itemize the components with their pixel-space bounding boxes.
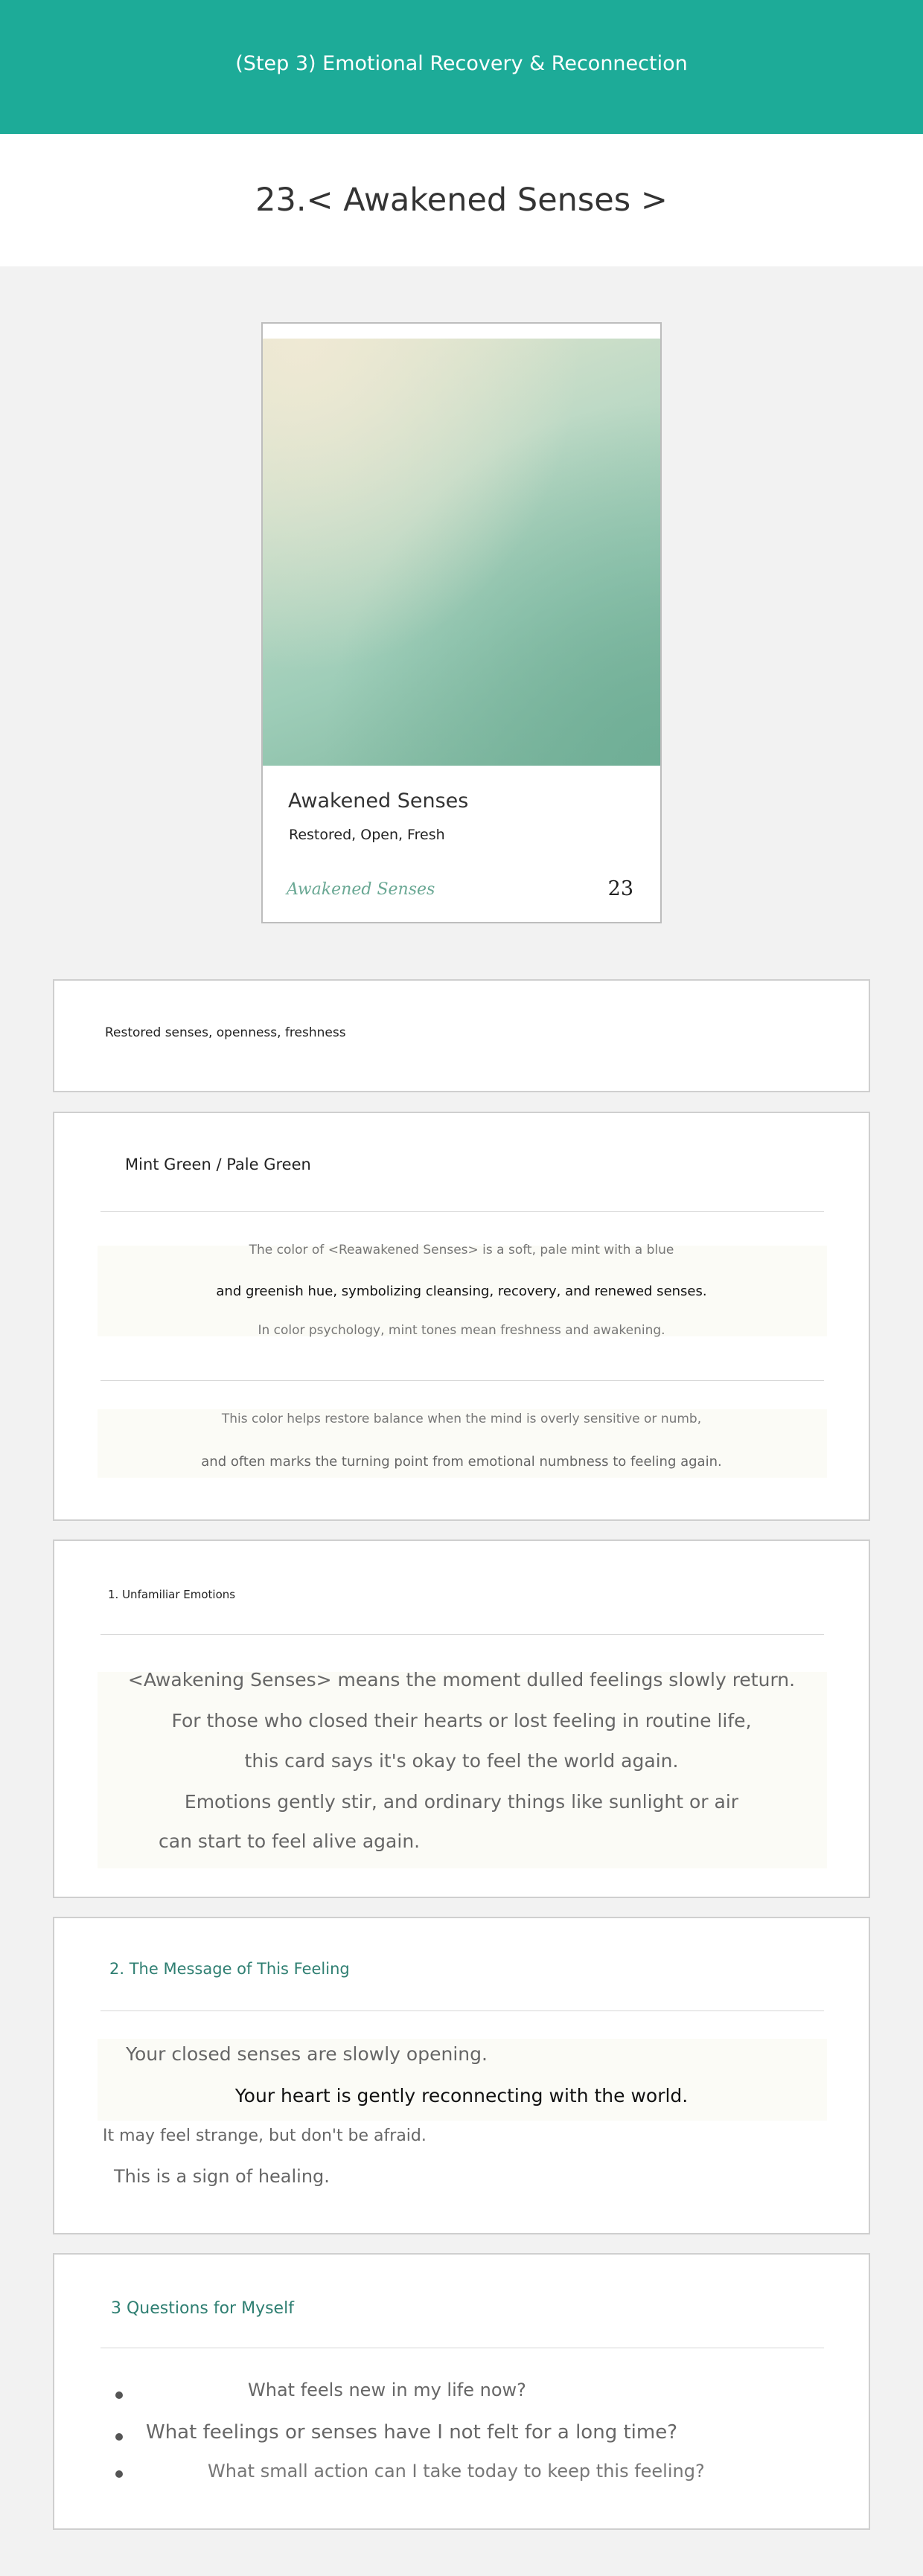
section-unfamiliar-emotions — [53, 1539, 870, 1898]
summary-text: Restored senses, openness, freshness — [105, 1025, 346, 1040]
color-line-4: This color helps restore balance when the mind is overly sensitive or numb, — [221, 1412, 702, 1426]
color-name: Mint Green / Pale Green — [125, 1156, 311, 1173]
section-1-line-4: Emotions gently stir, and ordinary things like sunlight or air — [184, 1791, 739, 1813]
card-number: 23 — [607, 877, 633, 900]
question-1: What feels new in my life now? — [248, 2380, 526, 2400]
section-questions — [53, 2253, 870, 2530]
color-line-3: In color psychology, mint tones mean freshness and awakening. — [258, 1323, 665, 1338]
section-3-heading: 3 Questions for Myself — [111, 2299, 294, 2318]
card-signature: Awakened Senses — [287, 880, 435, 899]
section-message — [53, 1917, 870, 2234]
summary-panel — [53, 979, 870, 1092]
color-line-5: and often marks the turning point from emotional numbness to feeling again. — [201, 1454, 722, 1470]
color-line-1: The color of <Reawakened Senses> is a soft, pale mint with a blue — [249, 1243, 674, 1257]
section-1-line-5: can start to feel alive again. — [159, 1830, 421, 1852]
step-title: (Step 3) Emotional Recovery & Reconnection — [235, 52, 688, 75]
section-1-heading: 1. Unfamiliar Emotions — [108, 1588, 236, 1601]
section-2-line-1: Your closed senses are slowly opening. — [126, 2043, 488, 2065]
section-2-line-4: This is a sign of healing. — [114, 2166, 330, 2187]
question-2: What feelings or senses have I not felt for a long time? — [146, 2421, 677, 2444]
divider — [100, 1380, 824, 1381]
color-panel — [53, 1112, 870, 1521]
card-artwork — [263, 339, 660, 766]
section-1-line-3: this card says it's okay to feel the world again. — [244, 1750, 679, 1772]
section-2-line-2: Your heart is gently reconnecting with the world. — [234, 2085, 689, 2106]
color-line-2: and greenish hue, symbolizing cleansing, recovery, and renewed senses. — [216, 1284, 707, 1299]
section-2-line-3: It may feel strange, but don't be afraid. — [103, 2127, 427, 2145]
page-title: 23.< Awakened Senses > — [255, 182, 668, 219]
title-bar — [0, 134, 923, 266]
question-3: What small action can I take today to keep this feeling? — [208, 2461, 705, 2482]
bullet-icon — [115, 2433, 123, 2441]
section-1-line-2: For those who closed their hearts or lost feeling in routine life, — [171, 1710, 752, 1731]
divider — [100, 1211, 824, 1212]
tarot-card — [261, 322, 662, 923]
divider — [100, 1634, 824, 1635]
card-title: Awakened Senses — [288, 789, 469, 813]
bullet-icon — [115, 2470, 123, 2478]
bullet-icon — [115, 2391, 123, 2399]
top-banner — [0, 0, 923, 134]
section-2-heading: 2. The Message of This Feeling — [109, 1960, 350, 1978]
card-keywords: Restored, Open, Fresh — [289, 827, 445, 843]
section-1-line-1: <Awakening Senses> means the moment dulled feelings slowly return. — [127, 1669, 796, 1691]
